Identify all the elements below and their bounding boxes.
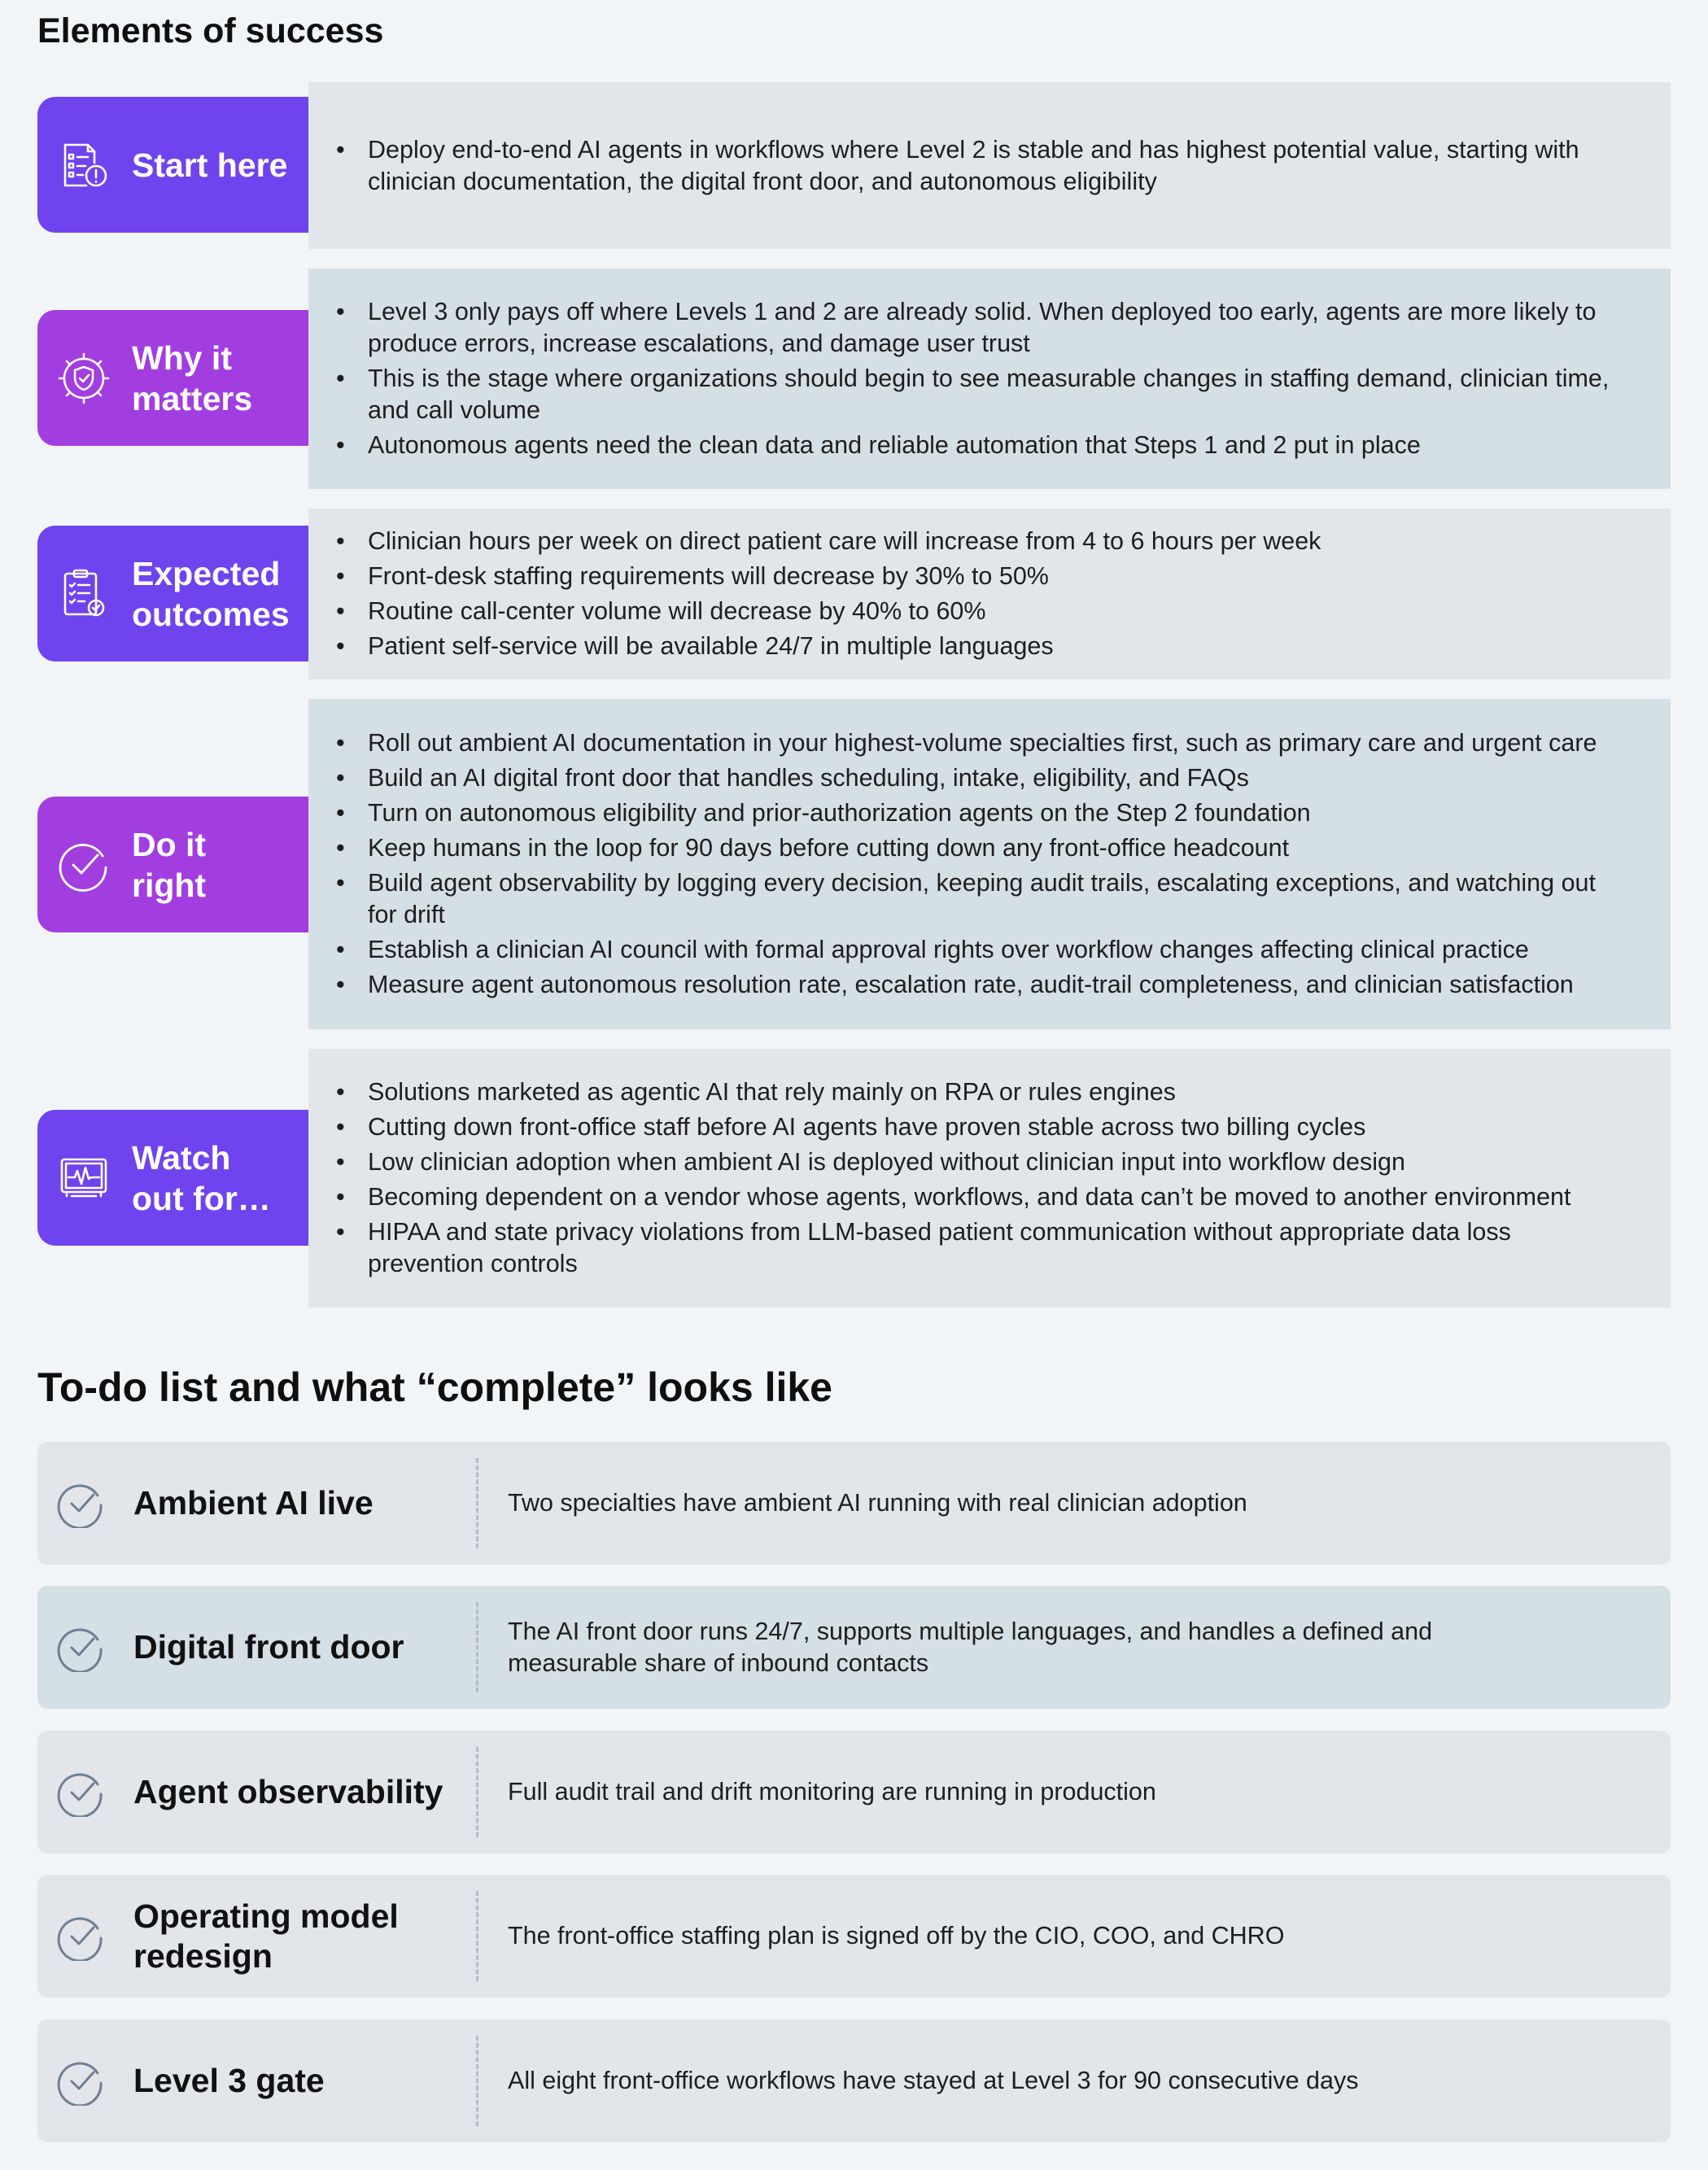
bullet-item: • Patient self-service will be available 24/7 in multiple languages	[336, 631, 1628, 662]
bullet-item: • This is the stage where organizations should begin to see measurable changes in staffing demand, clinician time, and call volume	[336, 363, 1628, 426]
bullet-list	[336, 134, 1628, 198]
row-label	[37, 797, 308, 932]
bullet-item: • Low clinician adoption when ambient AI is deployed without clinician input into workflow design	[336, 1146, 1628, 1178]
bullet-item: • Front-desk staffing requirements will decrease by 30% to 50%	[336, 561, 1628, 592]
row-label	[37, 526, 308, 661]
bullet-item: • Measure agent autonomous resolution rate, escalation rate, audit-trail completeness, and clinician satisfaction	[336, 969, 1628, 1001]
bullet-item: • Routine call-center volume will decrease by 40% to 60%	[336, 596, 1628, 627]
bullet-item: • Keep humans in the loop for 90 days before cutting down any front-office headcount	[336, 832, 1628, 864]
todo-title: Level 3 gate	[133, 2062, 325, 2099]
row-body	[308, 1049, 1671, 1308]
bullet-list	[336, 526, 1628, 662]
bullet-list	[336, 1076, 1628, 1280]
bullet-item: • Roll out ambient AI documentation in your highest-volume specialties first, such as primary care and urgent care	[336, 727, 1628, 759]
todo-description: The AI front door runs 24/7, supports multiple languages, and handles a defined and measurable share of inbound contacts	[508, 1617, 1433, 1677]
todo-description: Two specialties have ambient AI running with real clinician adoption	[508, 1489, 1247, 1517]
row-label	[37, 97, 308, 233]
bullet-item: • Cutting down front-office staff before AI agents have proven stable across two billing cycles	[336, 1111, 1628, 1143]
todo-row-ambient-ai-live	[37, 1442, 1671, 1565]
row-label-text: Why it matters	[132, 338, 253, 417]
todo-row-level-3-gate	[37, 2019, 1671, 2142]
todo-row-agent-observability	[37, 1731, 1671, 1853]
divider	[476, 2036, 478, 2126]
element-row-do-it-right	[37, 699, 1671, 1029]
clipboard-check-icon	[55, 565, 112, 622]
row-label-text: Start here	[132, 146, 288, 184]
row-body	[308, 82, 1671, 249]
bullet-item: • Build agent observability by logging every decision, keeping audit trails, escalating exceptions, and watching out for drift	[336, 867, 1628, 931]
check-circle-icon	[57, 2057, 106, 2106]
todo-section-title: To-do list and what “complete” looks like	[37, 1364, 832, 1410]
todo-description: The front-office staffing plan is signed off by the CIO, COO, and CHRO	[508, 1922, 1285, 1950]
shield-gear-icon	[55, 350, 112, 407]
row-label	[37, 310, 308, 446]
element-row-why-it-matters	[37, 269, 1671, 489]
bullet-list	[336, 727, 1628, 1001]
todo-title: Agent observability	[133, 1773, 443, 1810]
todo-row-digital-front-door	[37, 1586, 1671, 1709]
bullet-item: • Deploy end-to-end AI agents in workflows where Level 2 is stable and has highest potential value, starting with clinician documentation, the digital front door, and autonomous eligibility	[336, 134, 1628, 198]
bullet-item: • Turn on autonomous eligibility and prior-authorization agents on the Step 2 foundation	[336, 797, 1628, 829]
row-label-text: Watch out for…	[132, 1138, 271, 1217]
divider	[476, 1602, 478, 1692]
todo-title: Digital front door	[133, 1628, 404, 1666]
monitor-pulse-icon	[55, 1150, 112, 1207]
element-row-start-here	[37, 82, 1671, 249]
check-circle-icon	[57, 1912, 106, 1961]
checklist-alert-icon	[55, 137, 112, 194]
bullet-item: • Becoming dependent on a vendor whose agents, workflows, and data can’t be moved to another environment	[336, 1181, 1628, 1213]
todo-description: All eight front-office workflows have stayed at Level 3 for 90 consecutive days	[508, 2067, 1359, 2094]
divider	[476, 1747, 478, 1837]
bullet-item: • Clinician hours per week on direct patient care will increase from 4 to 6 hours per week	[336, 526, 1628, 557]
row-body	[308, 269, 1671, 489]
check-circle-icon	[57, 1768, 106, 1817]
row-label-text: Expected outcomes	[132, 554, 290, 633]
row-label-text: Do it right	[132, 825, 207, 904]
check-circle-icon	[57, 1479, 106, 1528]
bullet-item: • HIPAA and state privacy violations from LLM-based patient communication without appropriate data loss prevention controls	[336, 1216, 1628, 1280]
row-body	[308, 699, 1671, 1029]
bullet-item: • Autonomous agents need the clean data and reliable automation that Steps 1 and 2 put in place	[336, 430, 1628, 461]
divider	[476, 1458, 478, 1548]
todo-description: Full audit trail and drift monitoring are running in production	[508, 1778, 1156, 1805]
row-label	[37, 1110, 308, 1246]
check-circle-icon	[57, 1623, 106, 1672]
todo-title: Ambient AI live	[133, 1484, 373, 1522]
bullet-list	[336, 296, 1628, 461]
bullet-item: • Solutions marketed as agentic AI that rely mainly on RPA or rules engines	[336, 1076, 1628, 1108]
todo-row-operating-model-redesign	[37, 1875, 1671, 1998]
bullet-item: • Establish a clinician AI council with formal approval rights over workflow changes affecting clinical practice	[336, 934, 1628, 966]
element-row-watch-out-for	[37, 1049, 1671, 1308]
row-body	[308, 509, 1671, 679]
bullet-item: • Build an AI digital front door that handles scheduling, intake, eligibility, and FAQs	[336, 762, 1628, 794]
element-row-expected-outcomes	[37, 509, 1671, 679]
bullet-item: • Level 3 only pays off where Levels 1 and 2 are already solid. When deployed too early, agents are more likely to produce errors, increase escalations, and damage user trust	[336, 296, 1628, 360]
check-circle-icon	[55, 836, 112, 893]
todo-title: Operating model redesign	[133, 1897, 399, 1975]
divider	[476, 1891, 478, 1981]
elements-section-title: Elements of success	[37, 11, 384, 50]
